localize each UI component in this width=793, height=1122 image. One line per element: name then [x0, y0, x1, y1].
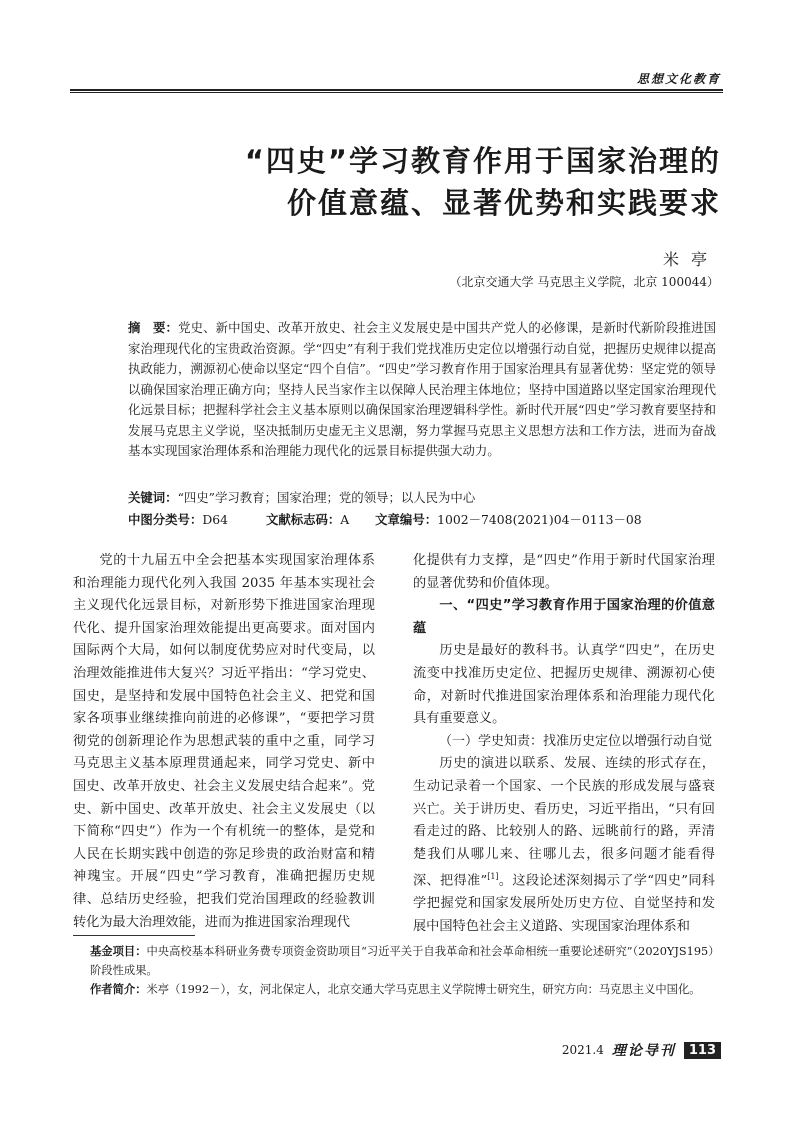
page-footer — [562, 1040, 721, 1060]
keywords-line — [128, 487, 716, 509]
paragraph-text: 。这段论述深刻揭示了学“四史”同科学把握党和国家发展所处历史方位、自觉坚持和发展中国特色社会主义道路、实现国家治理体系和 — [413, 873, 715, 934]
paragraph-text: 历史的演进以联系、发展、连续的形式存在，生动记录着一个国家、一个民族的形成发展与盛衰兴亡。关于讲历史、看历史，习近平指出，“只有回看走过的路、比较别人的路、远眺前行的路，弄清楚我们从哪儿来、往哪儿去，很多问题才能看得深、把得准” — [413, 756, 715, 889]
classification-line — [128, 509, 716, 531]
abstract-text: 党史、新中国史、改革开放史、社会主义发展史是中国共产党人的必修课，是新时代新阶段推进国家治理现代化的宝贵政治资源。学“四史”有利于我们党找准历史定位以增强行动自觉，把握历史规律以提高执政能力，溯源初心使命以坚定“四个自信”。“四史”学习教育作用于国家治理具有显著优势：坚定党的领导以确保国家治理正确方向；坚持人民当家作主以保障人民治理主体地位；坚持中国道路以坚定国家治理现代化远景目标；把握科学社会主义基本原则以确保国家治理逻辑科学性。新时代开展“四史”学习教育要坚持和发展马克思主义学说，坚决抵制历史虚无主义思潮，努力掌握马克思主义思想方法和工作方法，进而为奋战基本实现国家治理体系和治理能力现代化的远景目标提供强大动力。 — [128, 320, 717, 458]
abstract-label: 摘 要： — [128, 320, 179, 335]
subsection-heading: （一）学史知责：找准历史定位以增强行动自觉 — [439, 733, 713, 749]
author-info-text: 米亭（1992－），女，河北保定人，北京交通大学马克思主义学院博士研究生，研究方向：马克思主义中国化。 — [146, 983, 701, 996]
clc-value: D64 — [202, 512, 229, 527]
doc-code-value: A — [340, 512, 350, 527]
fund-note — [90, 942, 722, 980]
footnote-rule — [73, 935, 195, 936]
author-note — [90, 980, 722, 999]
body-paragraph: 化提供有力支撑，是“四史”作用于新时代国家治理的显著优势和价值体现。 — [413, 553, 715, 591]
issue-number: 2021.4 — [561, 1043, 604, 1057]
section-label: 思想文化教育 — [636, 72, 721, 86]
footnotes — [90, 942, 722, 999]
fund-text: 中央高校基本科研业务费专项资金资助项目“习近平关于自我革命和社会革命相统一重要论述研究”（2020YJS195）阶段性成果。 — [90, 945, 720, 977]
title-line-2: 价值意蕴、显著优势和实践要求 — [286, 186, 721, 220]
doc-code-label: 文献标志码： — [265, 512, 341, 527]
keywords-label: 关键词： — [128, 490, 178, 505]
body-right-column — [413, 550, 715, 938]
author-info-label: 作者简介： — [90, 983, 147, 996]
header-rule-thin — [70, 92, 723, 93]
keywords-text: “四史”学习教育；国家治理；党的领导；以人民为中心 — [177, 490, 476, 505]
author-affiliation: （北京交通大学 马克思主义学院，北京 100044） — [449, 275, 719, 289]
page-number: 113 — [684, 1042, 721, 1059]
author-name: 米亭 — [662, 250, 719, 269]
article-no-value: 1002－7408(2021)04－0113－08 — [437, 512, 642, 527]
clc-label: 中图分类号： — [128, 512, 203, 527]
reference-mark: [1] — [487, 872, 499, 882]
body-paragraph: 历史是最好的教科书。认真学“四史”，在历史流变中找准历史定位、把握历史规律、溯源初心使命，对新时代推进国家治理体系和治理能力现代化具有重要意义。 — [413, 643, 715, 727]
body-paragraph — [413, 753, 715, 938]
title-line-1: “四史”学习教育作用于国家治理的 — [244, 144, 721, 178]
paper-title — [101, 140, 721, 224]
article-no-label: 文章编号： — [375, 512, 438, 527]
body-left-column — [73, 550, 375, 934]
header-rule — [70, 89, 723, 91]
section-heading: 一、“四史”学习教育作用于国家治理的价值意蕴 — [413, 598, 715, 636]
journal-name: 理论导刊 — [611, 1043, 676, 1059]
abstract — [128, 318, 716, 462]
article-meta — [128, 487, 716, 531]
body-paragraph: 党的十九届五中全会把基本实现国家治理体系和治理能力现代化列入我国 2035 年基本实现社会主义现代化远景目标，对新形势下推进国家治理现代化、提升国家治理效能提出更高要求。面对国内国际两个大局，如何以制度优势应对时代变局，以治理效能推进伟大复兴？习近平指出：“学习党史、国史，是坚持和发展中国特色社会主义、把党和国家各项事业继续推向前进的必修课”，“要把学习贯彻党的创新理论作为思想武装的重中之重，同学习马克思主义基本原理贯通起来，同学习党史、新中国史、改革开放史、社会主义发展史结合起来”。党史、新中国史、改革开放史、社会主义发展史（以下简称“四史”）作为一个有机统一的整体，是党和人民在长期实践中创造的弥足珍贵的政治财富和精神瑰宝。开展“四史”学习教育，准确把握历史规律、总结历史经验，把我们党治国理政的经验教训转化为最大治理效能，进而为推进国家治理现代 — [73, 553, 375, 930]
fund-label: 基金项目： — [90, 945, 147, 958]
